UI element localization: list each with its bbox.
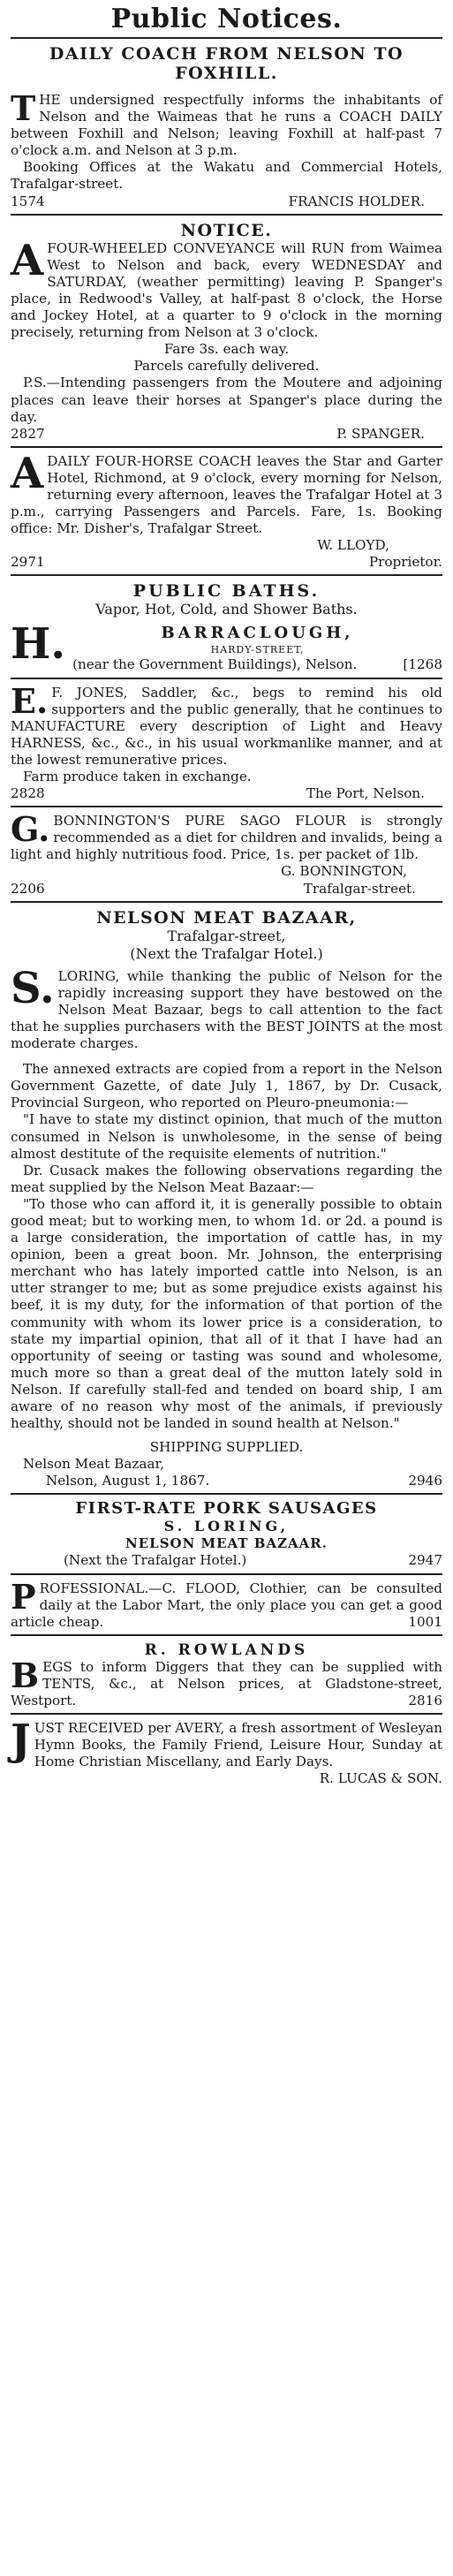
ad-jones-saddler — [11, 679, 442, 808]
ad-flood-clothier — [11, 1575, 442, 1636]
ad-landmark: (Next the Trafalgar Hotel.) — [64, 1552, 247, 1569]
ad-parcels: Parcels carefully delivered. — [133, 358, 320, 375]
ad-body: FOUR-WHEELED CONVEYANCE will RUN from Waimea West to Nelson and back, every WEDNESDAY and SATURDAY, (weather permitting) leaving P. Spanger's place, in Redwood's Valley, at half-past 8 o'clock, the Horse and Jockey Hotel, at a quarter to 9 o'clock in the morning precisely, returning from Nelson at 3 o'clock. — [11, 239, 442, 341]
ad-shipping: SHIPPING SUPPLIED. — [149, 1439, 304, 1456]
ad-title: R. ROWLANDS — [144, 1640, 309, 1659]
ad-title: NOTICE. — [180, 220, 273, 240]
ad-signature: R. LUCAS & SON. — [319, 1770, 442, 1787]
drop-cap: A — [11, 235, 44, 285]
public-notices-column — [11, 0, 442, 1792]
ad-footer — [72, 656, 442, 673]
ad-subtitle: Vapor, Hot, Cold, and Shower Baths. — [95, 601, 358, 618]
ad-ref: 2206 — [11, 880, 45, 897]
ad-body: HE undersigned respectfully informs the inhabitants of Nelson and the Waimeas that he runs a COACH DAILY between Foxhill and Nelson; leaving Foxhill at half-past 7 o'clock a.m. and Nelson at 3 p.m. — [11, 92, 442, 159]
ad-footer-date: Nelson, August 1, 1867. — [46, 1473, 210, 1489]
drop-cap: P — [11, 1576, 36, 1617]
drop-cap: B — [11, 1655, 40, 1695]
barraclough-block — [11, 619, 442, 673]
ad-rowlands — [11, 1636, 442, 1715]
ad-ref: [1268 — [403, 656, 442, 673]
ad-footer — [11, 1552, 442, 1569]
ad-body: UST RECEIVED per AVERY, a fresh assortment of Wesleyan Hymn Books, the Family Friend, Leisure Hour, Sunday at Home Christian Miscellany, and Early Days. — [34, 1720, 442, 1770]
drop-cap: G. — [11, 809, 50, 850]
ad-location: (near the Government Buildings), Nelson. — [72, 656, 358, 673]
ad-quote-1: "I have to state my distinct opinion, that much of the mutton consumed in Nelson is unwholesome, in the sense of being almost destitute of the requisite elements of nutrition." — [11, 1111, 442, 1162]
ad-signature: W. LLOYD, — [317, 537, 389, 554]
ad-body: BONNINGTON'S PURE SAGO FLOUR is strongly recommended as a diet for children and invalids, being a light and highly nutritious food. Price, 1s. per packet of 1lb. — [11, 813, 442, 863]
ad-name: S. LORING, — [163, 1518, 290, 1535]
ad-street: HARDY-STREET, — [210, 644, 305, 656]
drop-cap: A — [11, 448, 44, 498]
ad-lloyd-coach — [11, 448, 442, 577]
ad-signature: P. SPANGER. — [336, 425, 425, 442]
ad-nelson-meat-bazaar — [11, 903, 442, 1496]
drop-cap: S. — [11, 963, 55, 1013]
ad-ref: 1574 — [11, 193, 45, 209]
ad-ref: 2946 — [408, 1473, 442, 1489]
ad-landmark: (Next the Trafalgar Hotel.) — [130, 944, 323, 962]
ad-body-text: EGS to inform Diggers that they can be supplied with TENTS, &c., at Nelson prices, at Gladstone-street, Westport. — [11, 1658, 442, 1709]
ad-public-baths — [11, 576, 442, 678]
ad-footer — [11, 785, 442, 802]
ad-ref: 1001 — [408, 1613, 442, 1630]
ad-body — [11, 1655, 442, 1709]
ad-footer — [11, 426, 442, 443]
ad-bonnington-sago — [11, 807, 442, 902]
ad-ref: 2816 — [408, 1693, 442, 1709]
drop-cap: J — [11, 1716, 31, 1766]
ad-signature: G. BONNINGTON, — [281, 863, 407, 880]
ad-footer — [11, 1473, 442, 1489]
ad-ref: 2827 — [11, 425, 45, 442]
ad-ref: 2971 — [11, 554, 45, 571]
ad-pork-sausages — [11, 1495, 442, 1574]
ad-title: PUBLIC BATHS. — [132, 581, 321, 602]
ad-fare: Fare 3s. each way. — [163, 341, 290, 358]
ad-body — [11, 1576, 442, 1631]
ad-street: Trafalgar-street, — [167, 927, 286, 944]
ad-title: NELSON MEAT BAZAAR, — [96, 907, 357, 928]
ad-body: F. JONES, Saddler, &c., begs to remind his old supporters and the public generally, that he continues to MANUFACTURE every description of Light and Heavy HARNESS, &c., &c., in his usual workmanlike manner, and at the lowest remunerative prices. — [11, 684, 442, 768]
ad-title: FIRST-RATE PORK SAUSAGES — [75, 1499, 378, 1519]
ad-name: BARRACLOUGH, — [161, 624, 354, 643]
ad-role: Proprietor. — [368, 554, 442, 571]
ad-postscript: P.S.—Intending passengers from the Moutere and adjoining places can leave their horses at Spanger's place during the day. — [11, 375, 442, 425]
ad-title: DAILY COACH FROM NELSON TO FOXHILL. — [49, 44, 404, 83]
ad-lucas-books — [11, 1715, 442, 1791]
ad-ref: 2828 — [11, 785, 45, 802]
ad-extracts: The annexed extracts are copied from a report in the Nelson Government Gazette, of date July 1, 1867, by Dr. Cusack, Provincial Surgeon, who reported on Pleuro-pneumonia:— — [11, 1061, 442, 1111]
ad-body-text: ROFESSIONAL.—C. FLOOD, Clothier, can be consulted daily at the Labor Mart, the only place you can get a good article cheap. — [11, 1580, 442, 1630]
ad-ref: 2947 — [408, 1552, 442, 1569]
ad-foxhill-coach — [11, 39, 442, 216]
ad-business: NELSON MEAT BAZAAR. — [125, 1535, 328, 1552]
ad-signature: FRANCIS HOLDER. — [288, 193, 425, 209]
drop-cap: H. — [11, 619, 66, 670]
ad-spanger-notice — [11, 216, 442, 448]
masthead-title: Public Notices. — [11, 0, 442, 39]
ad-footer — [11, 554, 442, 571]
drop-cap: E. — [11, 680, 49, 721]
ad-footer-name: Nelson Meat Bazaar, — [23, 1456, 164, 1473]
ad-location: Trafalgar-street. — [303, 880, 416, 897]
ad-offices: Booking Offices at the Wakatu and Commercial Hotels, Trafalgar-street. — [11, 159, 442, 193]
ad-location: The Port, Nelson. — [306, 785, 425, 802]
ad-footer — [11, 193, 442, 210]
ad-footer — [11, 881, 442, 898]
drop-cap: T — [11, 88, 36, 128]
ad-observations: Dr. Cusack makes the following observations regarding the meat supplied by the Nelson Meat Bazaar:— — [11, 1162, 442, 1195]
ad-quote-2: "To those who can afford it, it is generally possible to obtain good meat; but to working men, to whom 1d. or 2d. a pound is a large consideration, the importation of cattle has, in my opinion, been a great boon. Mr. Johnson, the enterprising merchant who has lately imported cattle into Nelson, is an utter stranger to me; but as some prejudice exists against his beef, it is my duty, for the information of that portion of the community with whom its lower price is a consideration, to state my impartial opinion, that all of it that I have had an opportunity of seeing or tasting was sound and wholesome, much more so than a great deal of the mutton lately sold in Nelson. If carefully stall-fed and tended on board ship, I am aware of no reason why most of the animals, if previously healthy, should not be landed in sound health at Nelson." — [11, 1195, 442, 1432]
ad-body: DAILY FOUR-HORSE COACH leaves the Star and Garter Hotel, Richmond, at 9 o'clock, every morning for Nelson, returning every afternoon, leaves the Trafalgar Hotel at 3 p.m., carrying Passengers and Parcels. Fare, 1s. Booking office: Mr. Disher's, Trafalgar Street. — [11, 452, 442, 537]
ad-intro: LORING, while thanking the public of Nelson for the rapidly increasing support they have bestowed on the Nelson Meat Bazaar, begs to call attention to the fact that he supplies purchasers with the BEST JOINTS at the most moderate charges. — [11, 967, 442, 1052]
ad-produce: Farm produce taken in exchange. — [23, 769, 252, 784]
